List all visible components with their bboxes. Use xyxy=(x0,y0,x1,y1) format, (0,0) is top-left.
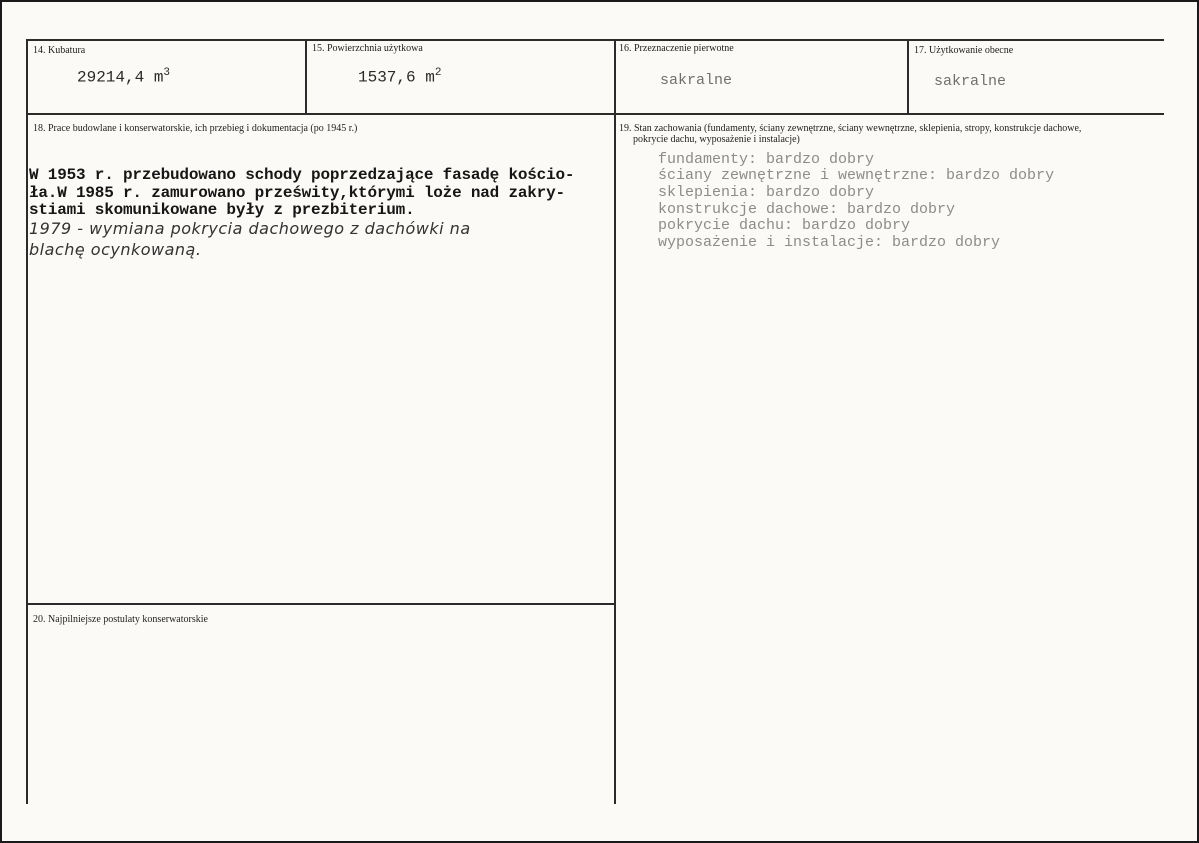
condition-line: fundamenty: bardzo dobry xyxy=(658,151,875,168)
field-14-value: 29214,4 $m^3$ xyxy=(77,67,171,87)
field-18-typed-line: W 1953 r. przebudowano schody poprzedzające fasadę kościo- xyxy=(29,166,575,184)
condition-line: pokrycie dachu: bardzo dobry xyxy=(658,217,911,234)
field-18-label: 18. Prace budowlane i konserwatorskie, ich przebieg i dokumentacja (po 1945 r.) xyxy=(33,123,358,134)
field-15-label: 15. Powierzchnia użytkowa xyxy=(312,43,423,54)
divider-14-15 xyxy=(305,39,307,115)
main-vertical-divider xyxy=(614,39,616,804)
condition-line: ściany zewnętrzne i wewnętrzne: bardzo dobry xyxy=(658,167,1055,184)
top-border xyxy=(26,39,1164,41)
field-16-label: 16. Przeznaczenie pierwotne xyxy=(619,43,734,54)
divider-16-17 xyxy=(907,39,909,115)
field-18-typed-line: stiami skomunikowane były z prezbiterium. xyxy=(29,201,415,219)
condition-line: konstrukcje dachowe: bardzo dobry xyxy=(658,201,956,218)
field-19-label-line1: 19. Stan zachowania (fundamenty, ściany zewnętrzne, ściany wewnętrzne, sklepienia, stropy, konstrukcje dachowe, xyxy=(619,123,1082,134)
row1-bottom-border xyxy=(26,113,1164,115)
field-15-value: 1537,6 $m^2$ xyxy=(358,67,442,87)
field-14-label: 14. Kubatura xyxy=(33,45,86,56)
handwritten-line: blachę ocynkowaną. xyxy=(29,240,202,259)
field-20-label: 20. Najpilniejsze postulaty konserwatorskie xyxy=(33,614,208,625)
condition-line: sklepienia: bardzo dobry xyxy=(658,184,875,201)
field-18-typed-line: ła.W 1985 r. zamurowano prześwity,którymi loże nad zakry- xyxy=(29,184,565,202)
section-18-bottom-border xyxy=(26,603,616,605)
left-border xyxy=(26,39,28,804)
record-card xyxy=(2,2,1197,841)
field-17-label: 17. Użytkowanie obecne xyxy=(914,45,1014,56)
field-19-label-line2: pokrycie dachu, wyposażenie i instalacje) xyxy=(633,134,800,145)
field-17-value: sakralne xyxy=(934,73,1007,90)
handwritten-line: 1979 - wymiana pokrycia dachowego z dachówki na xyxy=(29,219,471,238)
condition-line: wyposażenie i instalacje: bardzo dobry xyxy=(658,234,1001,251)
field-16-value: sakralne xyxy=(660,72,733,89)
